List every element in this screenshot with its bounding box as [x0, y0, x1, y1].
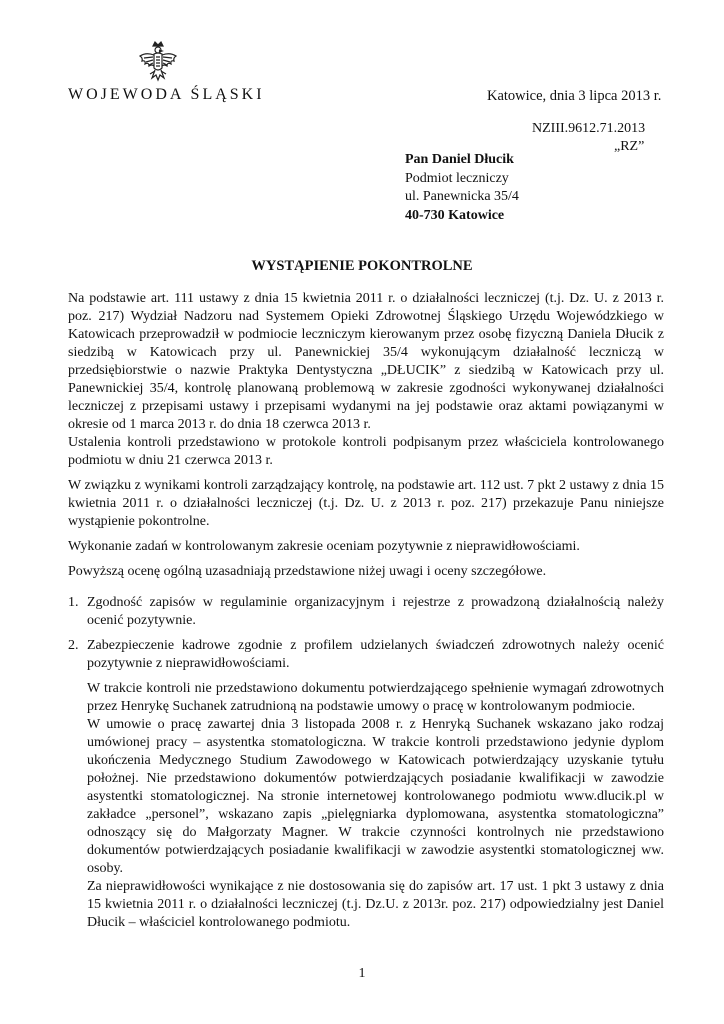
recipient-address — [405, 151, 519, 225]
document-title: WYSTĄPIENIE POKONTROLNE — [251, 258, 473, 274]
reference-initials: „RZ” — [614, 139, 645, 154]
office-name: WOJEWODA ŚLĄSKI — [68, 86, 265, 103]
date-line: Katowice, dnia 3 lipca 2013 r. — [487, 88, 662, 104]
page-number: 1 — [358, 966, 366, 981]
list-item-text: Zabezpieczenie kadrowe zgodnie z profilem udzielanych świadczeń zdrowotnych należy ocenić pozytywnie z nieprawidłowościami. — [87, 638, 664, 671]
paragraph-assessment: Wykonanie zadań w kontrolowanym zakresie oceniam pozytywnie z nieprawidłowościami. — [68, 539, 580, 554]
recipient-city: 40-730 Katowice — [405, 207, 505, 223]
recipient-street: ul. Panewnicka 35/4 — [405, 189, 519, 204]
detail-health-requirements: W trakcie kontroli nie przedstawiono dokumentu potwierdzającego spełnienie wymagań zdrowotnych przez Henrykę Suchanek zatrudnioną na podstawie umowy o pracę w kontrolowanym podmiocie. — [87, 681, 664, 714]
document-body — [68, 290, 664, 932]
polish-eagle-emblem-icon — [138, 40, 178, 84]
paragraph-notice: W związku z wynikami kontroli zarządzający kontrolę, na podstawie art. 112 ust. 7 pkt 2 ustawy z dnia 15 kwietnia 2011 r. o działalności leczniczej (t.j. Dz. U. z 2013 r. poz. 217) przekazuje Panu niniejsze wystąpienie pokontrolne. — [68, 478, 664, 529]
detail-responsibility: Za nieprawidłowości wynikające z nie dostosowania się do zapisów art. 17 ust. 1 pkt 3 ustawy z dnia 15 kwietnia 2011 r. o działalności leczniczej (t.j. Dz.U. z 2013r. poz. 217) odpowiedzialny jest Daniel Dłucik – właściciel kontrolowanego podmiotu. — [87, 879, 664, 930]
list-item-number: 2. — [68, 638, 79, 653]
list-item — [68, 637, 664, 673]
reference-block — [532, 120, 645, 156]
recipient-name: Pan Daniel Dłucik — [405, 152, 514, 167]
paragraph-findings: Ustalenia kontroli przedstawiono w protokole kontroli podpisanym przez właściciela kontrolowanego podmiotu w dniu 21 czerwca 2013 r. — [68, 435, 664, 468]
paragraph-justification: Powyższą ocenę ogólną uzasadniają przedstawione niżej uwagi i oceny szczegółowe. — [68, 564, 547, 579]
reference-number: NZIII.9612.71.2013 — [532, 121, 646, 136]
list-item-number: 1. — [68, 595, 79, 610]
paragraph-legal-basis: Na podstawie art. 111 ustawy z dnia 15 kwietnia 2011 r. o działalności leczniczej (t.j. Dz. U. z 2013 r. poz. 217) Wydział Nadzoru nad Systemem Opieki Zdrowotnej Śląskiego Urzędu Wojewódzkiego w Katowicach przeprowadził w podmiocie leczniczym kierowanym przez osobę fizyczną Daniela Dłucik z siedzibą w Katowicach przy ul. Panewnickiej 35/4 wykonującym działalność leczniczą w przedsiębiorstwie o nazwie Praktyka Dentystyczna „DŁUCIK” z siedzibą w Katowicach przy ul. Panewnickiej 35/4, kontrolę planowaną problemową w zakresie zgodności wykonywanej działalności leczniczej z przepisami ustawy i przepisami wydanymi na jej podstawie oraz aktami powiązanymi w okresie od 1 marca 2013 r. do dnia 18 czerwca 2013 r. — [68, 291, 664, 432]
list-item-text: Zgodność zapisów w regulaminie organizacyjnym i rejestrze z prowadzoną działalnością należy ocenić pozytywnie. — [87, 595, 664, 628]
detail-qualifications: W umowie o pracę zawartej dnia 3 listopada 2008 r. z Henryką Suchanek wskazano jako rodzaj umówionej pracy – asystentka stomatologiczna. W trakcie kontroli przedstawiono jedynie dyplom ukończenia Medycznego Studium Zawodowego w Katowicach potwierdzający uzyskanie tytułu położnej. Nie przedstawiono dokumentów potwierdzających posiadanie kwalifikacji w zawodzie asystentki stomatologicznej. Na stronie internetowej kontrolowanego podmiotu www.dlucik.pl w zakładce „personel”, wskazano zapis „pielęgniarka dyplomowana, asystentka stomatologiczna” odnoszący się do Małgorzaty Magner. W trakcie czynności kontrolnych nie przedstawiono dokumentów potwierdzających posiadanie kwalifikacji w zawodzie asystentki stomatologicznej ww. osoby. — [87, 717, 664, 876]
list-item — [68, 594, 664, 630]
recipient-entity: Podmiot leczniczy — [405, 170, 509, 186]
